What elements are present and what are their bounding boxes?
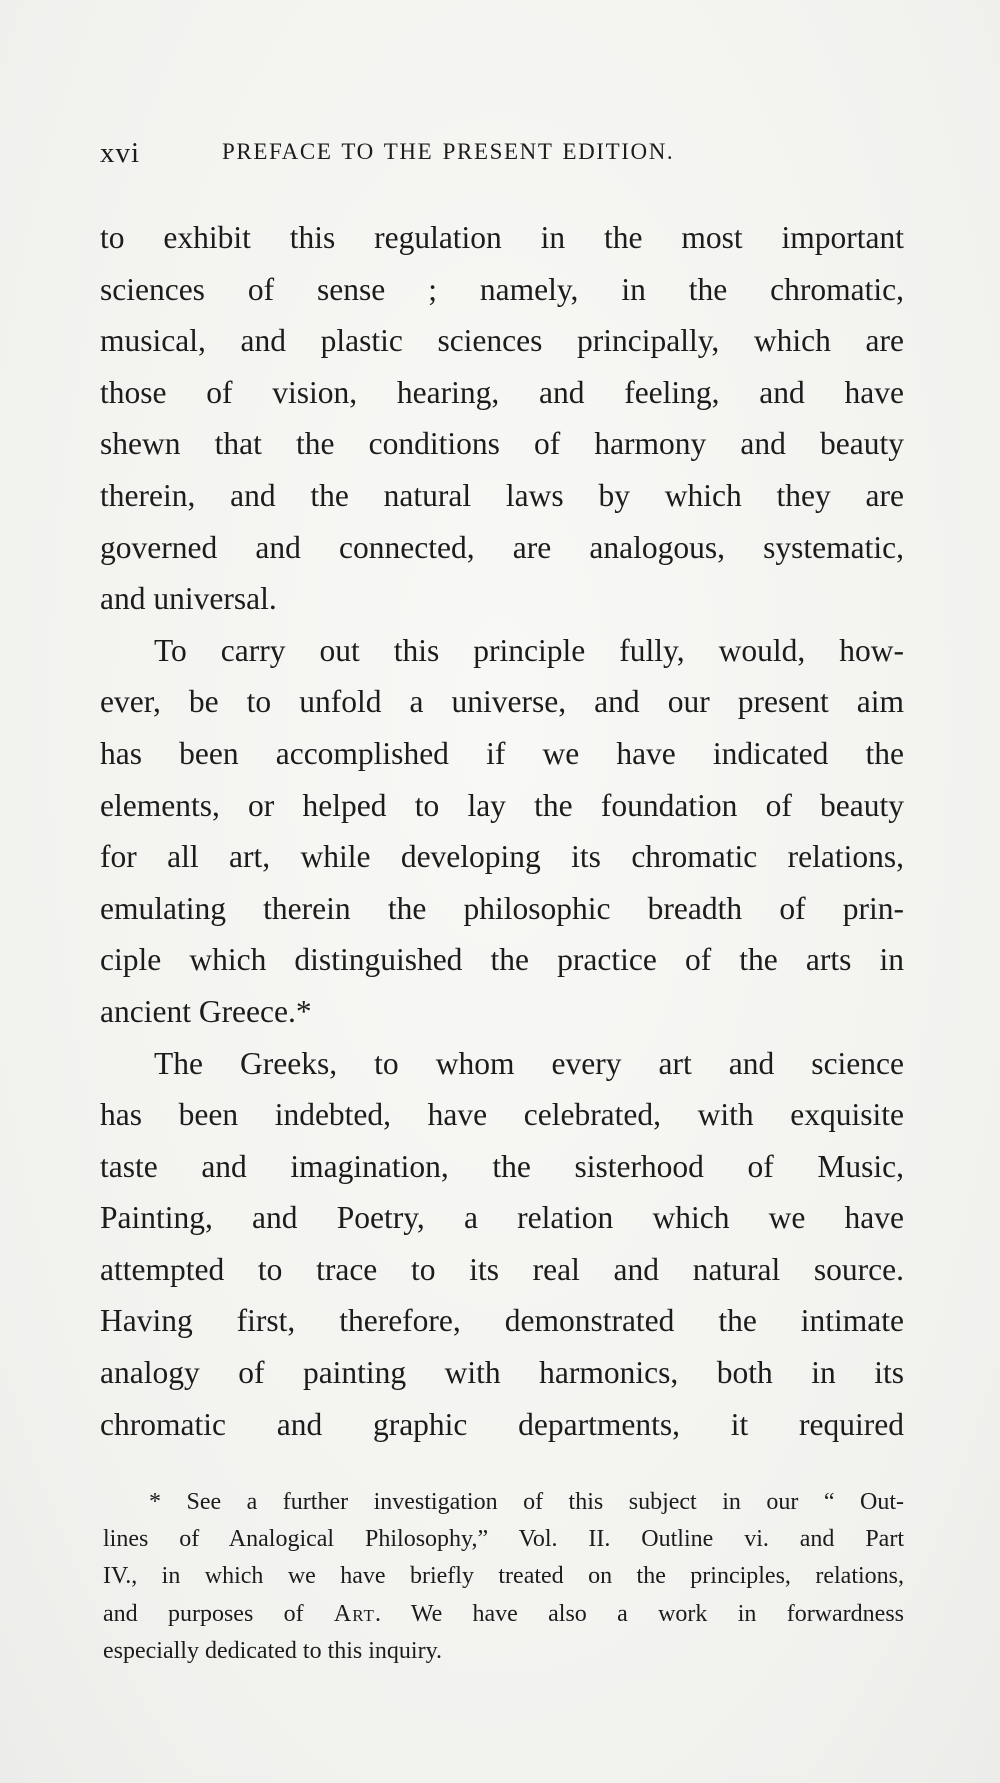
text-line: chromatic and graphic departments, it required [100, 1406, 904, 1442]
text-line: Painting, and Poetry, a relation which we have [100, 1200, 904, 1236]
running-head: PREFACE TO THE PRESENT EDITION. [222, 139, 675, 164]
text-line: shewn that the conditions of harmony and beauty [100, 426, 904, 462]
text-line: analogy of painting with harmonics, both in its [100, 1355, 904, 1391]
text-line: has been accomplished if we have indicated the [100, 735, 904, 771]
text-line: Having first, therefore, demonstrated the intimate [100, 1303, 904, 1339]
text-line: has been indebted, have celebrated, with exquisite [100, 1097, 904, 1133]
text-line: ever, be to unfold a universe, and our present aim [100, 684, 904, 720]
text-line: musical, and plastic sciences principally, which are [100, 323, 904, 359]
footnote-text: . We have also a work in forwardness [374, 1600, 904, 1627]
footnote-text: and purposes of [103, 1600, 334, 1627]
page-number: xvi [100, 137, 141, 169]
text-line: To carry out this principle fully, would, how- [154, 632, 904, 668]
text-line: and universal. [100, 581, 277, 617]
page-header [100, 137, 900, 177]
text-line: sciences of sense ; namely, in the chromatic, [100, 271, 904, 307]
footnote-line: IV., in which we have briefly treated on the principles, relations, [103, 1563, 904, 1590]
text-line: those of vision, hearing, and feeling, and have [100, 374, 904, 410]
body-text [100, 212, 904, 1450]
footnote [103, 1484, 904, 1670]
text-line: to exhibit this regulation in the most important [100, 220, 904, 255]
footnote-line: especially dedicated to this inquiry. [103, 1637, 443, 1664]
text-line: elements, or helped to lay the foundation of beauty [100, 787, 904, 823]
text-line: emulating therein the philosophic breadth of prin- [100, 890, 904, 926]
text-line: ancient Greece.* [100, 993, 312, 1029]
text-line: for all art, while developing its chromatic relations, [100, 839, 904, 875]
text-line: taste and imagination, the sisterhood of Music, [100, 1148, 904, 1184]
footnote-line: lines of Analogical Philosophy,” Vol. II. Outline vi. and Part [103, 1526, 904, 1553]
text-line: The Greeks, to whom every art and science [154, 1045, 904, 1081]
text-line: ciple which distinguished the practice of the arts in [100, 942, 904, 978]
art-smallcaps: Art [333, 1600, 375, 1627]
text-line: attempted to trace to its real and natural source. [100, 1251, 904, 1287]
text-line: therein, and the natural laws by which they are [100, 477, 904, 513]
footnote-line: * See a further investigation of this subject in our “ Out- [149, 1489, 904, 1515]
text-line: governed and connected, are analogous, systematic, [100, 529, 904, 565]
footnote-line [103, 1596, 904, 1633]
